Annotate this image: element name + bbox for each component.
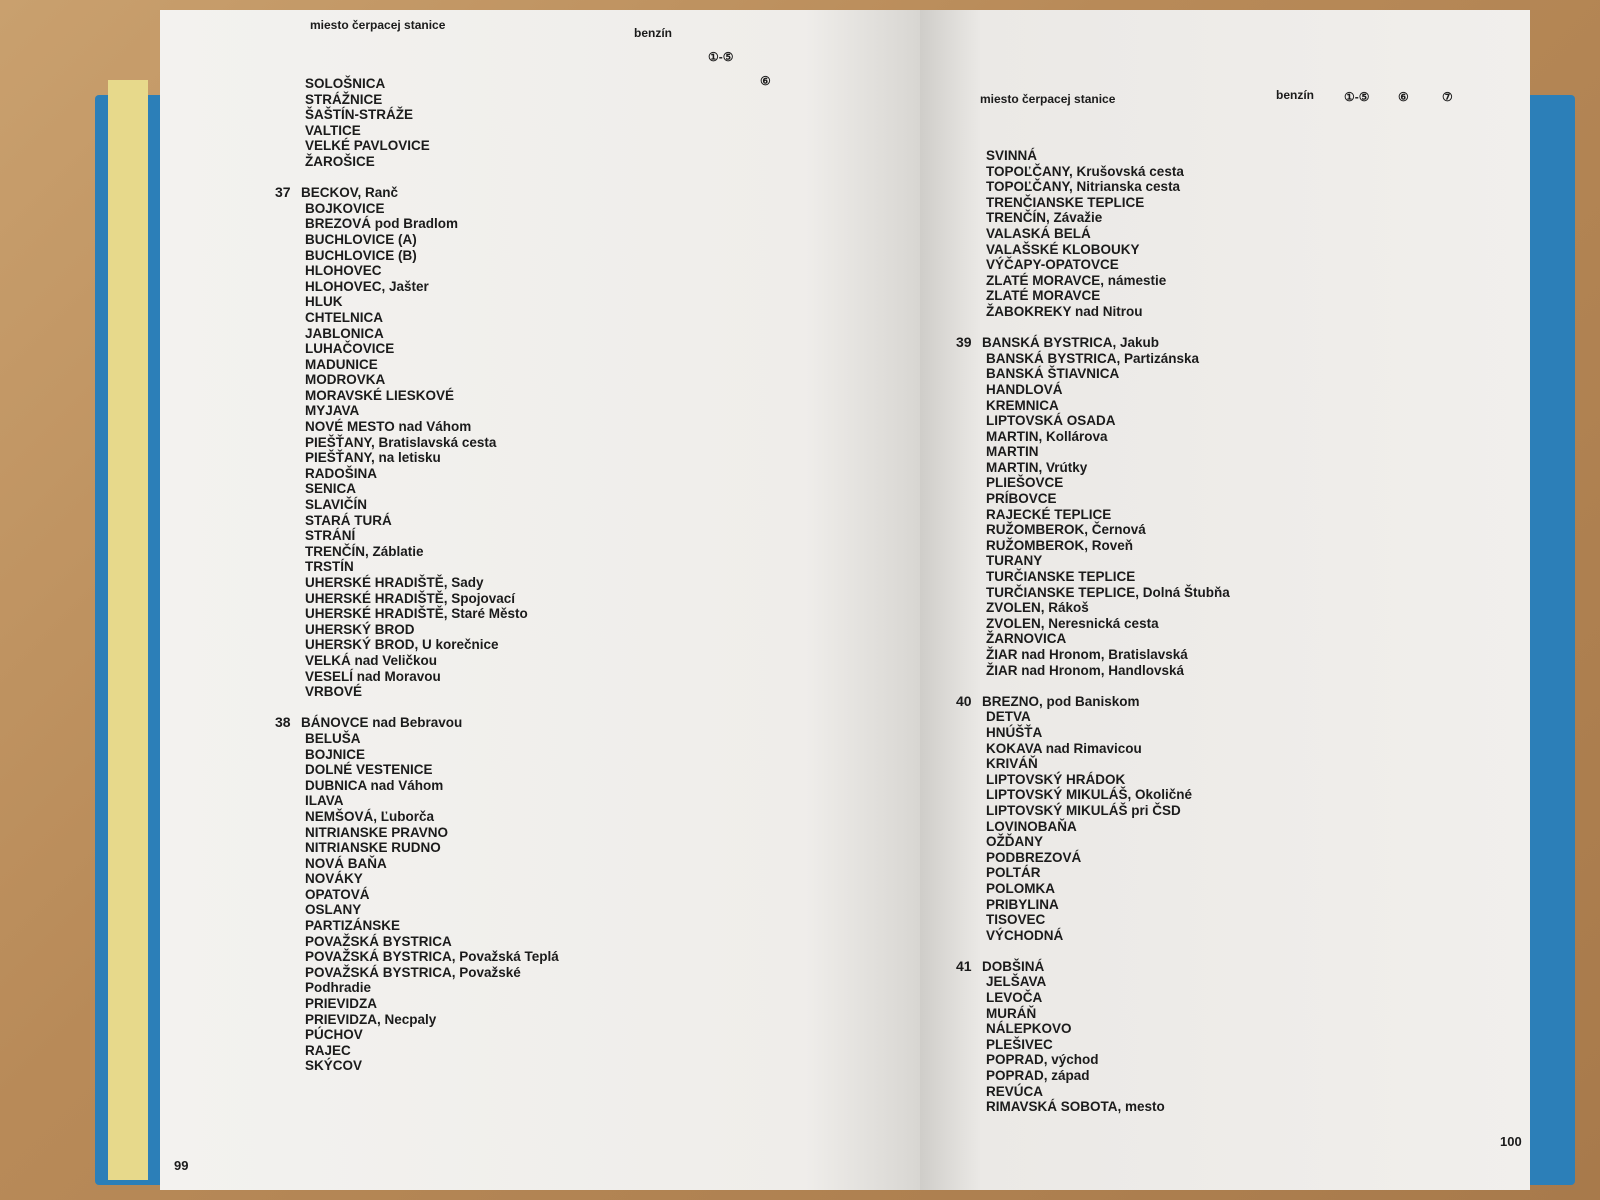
station-row xyxy=(986,1068,1230,1084)
station-name: BECKOV, Ranč xyxy=(301,185,399,201)
station-name: POLOMKA xyxy=(986,880,1055,896)
station-name: RADOŠINA xyxy=(305,465,378,481)
station-row xyxy=(305,949,559,965)
station-name: DOBŠINÁ xyxy=(982,958,1045,974)
station-row xyxy=(305,263,559,279)
station-name: UHERSKÝ BROD xyxy=(305,621,415,637)
station-name: DETVA xyxy=(986,709,1031,725)
station-row xyxy=(986,226,1230,242)
station-row xyxy=(986,429,1230,445)
station-row xyxy=(986,257,1230,273)
station-name: SVINNÁ xyxy=(986,148,1038,163)
station-row xyxy=(956,957,1230,975)
station-row xyxy=(986,1099,1230,1115)
station-name: RUŽOMBEROK, Roveň xyxy=(986,537,1134,553)
station-row xyxy=(986,725,1230,741)
station-row xyxy=(275,184,559,201)
station-name: VALAŠSKÉ KLOBOUKY xyxy=(986,241,1140,257)
section-number: 39 xyxy=(956,334,972,351)
station-name: OSLANY xyxy=(305,902,362,918)
station-row xyxy=(305,684,559,700)
station-row xyxy=(305,154,559,170)
station-row xyxy=(986,787,1230,803)
station-row xyxy=(986,413,1230,429)
station-name: LIPTOVSKÝ MIKULÁŠ, Okoličné xyxy=(986,787,1193,803)
station-name: TRENČIANSKE TEPLICE xyxy=(986,194,1145,210)
station-name: PRIEVIDZA, Necpaly xyxy=(305,1011,437,1027)
station-row xyxy=(305,310,559,326)
left-page-number: 99 xyxy=(174,1158,189,1173)
station-row xyxy=(986,195,1230,211)
station-row xyxy=(305,825,559,841)
station-name: HLUK xyxy=(305,294,343,310)
station-name: VELKÁ nad Veličkou xyxy=(305,652,438,668)
station-name: HLOHOVEC xyxy=(305,263,382,279)
station-name: KOKAVA nad Rimavicou xyxy=(986,740,1142,756)
station-name: HANDLOVÁ xyxy=(986,381,1063,397)
station-name: TRSTÍN xyxy=(305,559,354,575)
station-row xyxy=(986,460,1230,476)
station-row xyxy=(986,631,1230,647)
station-row xyxy=(305,388,559,404)
station-name: ZLATÉ MORAVCE, námestie xyxy=(986,272,1167,288)
station-row xyxy=(305,856,559,872)
station-row xyxy=(275,714,559,731)
station-name: TOPOĽČANY, Nitrianska cesta xyxy=(986,179,1181,195)
station-row xyxy=(986,928,1230,944)
station-row xyxy=(305,435,559,451)
station-name: TURANY xyxy=(986,553,1043,569)
station-row xyxy=(305,762,559,778)
station-row xyxy=(305,1058,559,1074)
station-name: MARTIN, Vrútky xyxy=(986,459,1088,475)
station-name: SLAVIČÍN xyxy=(305,497,368,513)
section-number: 38 xyxy=(275,714,291,731)
station-name: TRENČÍN, Závažie xyxy=(986,210,1103,226)
station-name: VALTICE xyxy=(305,122,361,138)
station-name: BUCHLOVICE (B) xyxy=(305,247,417,263)
station-row xyxy=(305,591,559,607)
station-row xyxy=(305,637,559,653)
station-name: POPRAD, západ xyxy=(986,1068,1090,1084)
group-spacer xyxy=(986,943,1230,959)
station-name: RUŽOMBEROK, Černová xyxy=(986,522,1146,538)
left-header-col1: ①-⑤ xyxy=(708,50,734,64)
station-row xyxy=(986,741,1230,757)
station-row xyxy=(986,990,1230,1006)
station-row xyxy=(305,809,559,825)
station-name: NÁLEPKOVO xyxy=(986,1021,1072,1037)
station-name: LEVOČA xyxy=(986,990,1043,1006)
station-name: ZVOLEN, Rákoš xyxy=(986,600,1089,616)
station-row xyxy=(305,372,559,388)
station-name: HNÚŠŤA xyxy=(986,724,1043,740)
station-name: BELUŠA xyxy=(305,730,361,746)
station-name: ŽABOKREKY nad Nitrou xyxy=(986,303,1143,319)
right-header-col3: ⑦ xyxy=(1442,90,1453,104)
station-name: MADUNICE xyxy=(305,356,378,372)
right-station-list xyxy=(956,148,1230,1115)
station-row xyxy=(305,107,559,123)
station-name: VALASKÁ BELÁ xyxy=(986,225,1091,241)
station-name: LUHAČOVICE xyxy=(305,341,395,357)
station-row xyxy=(986,1037,1230,1053)
station-name: POVAŽSKÁ BYSTRICA xyxy=(305,933,452,949)
station-name: NOVÁKY xyxy=(305,871,363,887)
station-name: REVÚCA xyxy=(986,1083,1044,1099)
station-row xyxy=(986,585,1230,601)
station-row xyxy=(986,1052,1230,1068)
station-name: SOLOŠNICA xyxy=(305,76,386,91)
left-station-list xyxy=(275,76,559,1074)
station-name: MODROVKA xyxy=(305,372,386,388)
station-row xyxy=(305,138,559,154)
station-row xyxy=(986,803,1230,819)
station-name: HLOHOVEC, Jašter xyxy=(305,278,429,294)
station-row xyxy=(305,1012,559,1028)
station-row xyxy=(986,444,1230,460)
station-name: KREMNICA xyxy=(986,397,1059,413)
station-row xyxy=(986,772,1230,788)
station-row xyxy=(305,419,559,435)
station-name: RAJEC xyxy=(305,1042,351,1058)
station-name: MARTIN xyxy=(986,444,1039,460)
station-name: JABLONICA xyxy=(305,325,384,341)
station-name: STRÁNÍ xyxy=(305,528,356,544)
station-row xyxy=(986,819,1230,835)
station-row xyxy=(986,912,1230,928)
station-name: BREZOVÁ pod Bradlom xyxy=(305,216,459,232)
station-name: LIPTOVSKÝ HRÁDOK xyxy=(986,771,1126,787)
station-name: OPATOVÁ xyxy=(305,886,370,902)
station-name: TOPOĽČANY, Krušovská cesta xyxy=(986,163,1184,179)
station-row xyxy=(986,709,1230,725)
station-name: MYJAVA xyxy=(305,403,360,419)
station-row xyxy=(305,481,559,497)
station-row xyxy=(305,403,559,419)
station-name: ŽAROŠICE xyxy=(305,153,375,169)
station-name: LIPTOVSKÁ OSADA xyxy=(986,413,1116,429)
station-name: NITRIANSKE PRAVNO xyxy=(305,824,449,840)
station-row xyxy=(305,232,559,248)
station-row xyxy=(986,366,1230,382)
station-name: STARÁ TURÁ xyxy=(305,512,392,528)
station-row xyxy=(305,778,559,794)
station-row xyxy=(305,606,559,622)
station-row xyxy=(305,466,559,482)
station-row xyxy=(305,513,559,529)
station-row xyxy=(986,273,1230,289)
station-row xyxy=(986,491,1230,507)
station-name: ZVOLEN, Neresnická cesta xyxy=(986,615,1159,631)
station-name: RIMAVSKÁ SOBOTA, mesto xyxy=(986,1099,1165,1115)
station-row xyxy=(986,475,1230,491)
station-name: BUCHLOVICE (A) xyxy=(305,231,417,247)
station-name: PRIEVIDZA xyxy=(305,996,378,1012)
station-row xyxy=(305,279,559,295)
station-row xyxy=(986,569,1230,585)
station-name: KRIVÁŇ xyxy=(986,756,1038,772)
station-row xyxy=(986,865,1230,881)
station-name: ILAVA xyxy=(305,793,344,809)
station-name: POPRAD, východ xyxy=(986,1052,1099,1068)
station-name: DUBNICA nad Váhom xyxy=(305,777,444,793)
station-row xyxy=(986,1084,1230,1100)
station-row xyxy=(305,201,559,217)
station-name: TURČIANSKE TEPLICE xyxy=(986,569,1136,585)
station-row xyxy=(305,497,559,513)
station-row xyxy=(986,148,1230,164)
station-name: ŠAŠTÍN-STRÁŽE xyxy=(305,107,413,123)
station-row xyxy=(986,616,1230,632)
station-row xyxy=(305,248,559,264)
station-row xyxy=(305,326,559,342)
left-page xyxy=(160,10,920,1190)
station-name: MARTIN, Kollárova xyxy=(986,428,1108,444)
station-name: NOVÉ MESTO nad Váhom xyxy=(305,419,472,435)
station-row xyxy=(305,1027,559,1043)
station-name: PRIBYLINA xyxy=(986,896,1059,912)
station-name: BANSKÁ BYSTRICA, Jakub xyxy=(982,335,1160,351)
station-name: UHERSKÉ HRADIŠTĚ, Spojovací xyxy=(305,590,516,606)
left-header-col2: ⑥ xyxy=(760,74,771,88)
station-name: NITRIANSKE RUDNO xyxy=(305,840,441,856)
station-name: Podhradie xyxy=(305,980,372,996)
station-row xyxy=(305,559,559,575)
station-name: NEMŠOVÁ, Ľuborča xyxy=(305,808,435,824)
station-row xyxy=(305,840,559,856)
station-row xyxy=(986,663,1230,679)
station-row xyxy=(986,288,1230,304)
station-row xyxy=(305,341,559,357)
station-name: CHTELNICA xyxy=(305,309,383,325)
station-name: PIEŠŤANY, na letisku xyxy=(305,450,441,466)
station-name: POLTÁR xyxy=(986,865,1041,881)
station-name: VELKÉ PAVLOVICE xyxy=(305,138,430,154)
station-name: BOJNICE xyxy=(305,746,366,762)
station-name: DOLNÉ VESTENICE xyxy=(305,762,433,778)
station-name: STRÁŽNICE xyxy=(305,91,383,107)
station-row xyxy=(305,996,559,1012)
station-row xyxy=(986,834,1230,850)
station-name: PIEŠŤANY, Bratislavská cesta xyxy=(305,434,497,450)
station-row xyxy=(986,382,1230,398)
station-row xyxy=(305,92,559,108)
station-row xyxy=(986,522,1230,538)
station-name: JELŠAVA xyxy=(986,974,1047,990)
station-row xyxy=(305,528,559,544)
station-name: MORAVSKÉ LIESKOVÉ xyxy=(305,387,455,403)
station-name: ZLATÉ MORAVCE xyxy=(986,288,1101,304)
station-row xyxy=(305,793,559,809)
station-row xyxy=(305,357,559,373)
station-row xyxy=(305,731,559,747)
station-row xyxy=(305,1043,559,1059)
station-name: ŽARNOVICA xyxy=(986,631,1067,647)
station-name: UHERSKÝ BROD, U korečnice xyxy=(305,637,499,653)
station-row xyxy=(305,76,559,92)
station-row xyxy=(986,974,1230,990)
station-name: BOJKOVICE xyxy=(305,200,385,216)
station-name: PRÍBOVCE xyxy=(986,491,1057,507)
station-row xyxy=(305,622,559,638)
station-name: VÝCHODNÁ xyxy=(986,927,1064,943)
station-row xyxy=(305,216,559,232)
station-row xyxy=(986,507,1230,523)
station-row xyxy=(986,850,1230,866)
section-number: 37 xyxy=(275,184,291,201)
station-name: NOVÁ BAŇA xyxy=(305,855,387,871)
station-row xyxy=(305,887,559,903)
station-row xyxy=(956,692,1230,710)
station-row xyxy=(305,747,559,763)
station-name: UHERSKÉ HRADIŠTĚ, Sady xyxy=(305,575,484,590)
station-row xyxy=(986,1021,1230,1037)
station-name: BANSKÁ BYSTRICA, Partizánska xyxy=(986,350,1200,366)
section-number: 40 xyxy=(956,692,972,709)
station-name: VESELÍ nad Moravou xyxy=(305,668,441,684)
group-spacer xyxy=(986,320,1230,336)
group-spacer xyxy=(986,678,1230,694)
station-row xyxy=(305,653,559,669)
station-row xyxy=(305,450,559,466)
station-name: RAJECKÉ TEPLICE xyxy=(986,506,1112,522)
station-name: POVAŽSKÁ BYSTRICA, Považská Teplá xyxy=(305,949,559,965)
station-name: PLIEŠOVCE xyxy=(986,475,1064,491)
station-name: BREZNO, pod Baniskom xyxy=(982,693,1140,709)
group-spacer xyxy=(305,700,559,716)
station-name: BÁNOVCE nad Bebravou xyxy=(301,715,463,731)
station-row xyxy=(956,334,1230,351)
station-row xyxy=(986,1006,1230,1022)
station-name: ŽIAR nad Hronom, Handlovská xyxy=(986,662,1185,678)
station-row xyxy=(986,164,1230,180)
station-row xyxy=(305,575,559,591)
station-row xyxy=(305,965,559,981)
station-row xyxy=(986,756,1230,772)
station-row xyxy=(986,538,1230,554)
station-name: LIPTOVSKÝ MIKULÁŠ pri ČSD xyxy=(986,802,1181,818)
station-row xyxy=(305,902,559,918)
station-name: SENICA xyxy=(305,481,357,497)
right-header-place: miesto čerpacej stanice xyxy=(980,92,1116,106)
station-name: TISOVEC xyxy=(986,912,1046,928)
right-header-fuel: benzín xyxy=(1276,88,1314,102)
station-row xyxy=(986,600,1230,616)
station-row xyxy=(305,544,559,560)
book-spread xyxy=(120,10,1570,1190)
station-name: POVAŽSKÁ BYSTRICA, Považské xyxy=(305,964,521,980)
station-row xyxy=(986,242,1230,258)
station-name: PÚCHOV xyxy=(305,1027,363,1043)
station-row xyxy=(986,398,1230,414)
station-name: TRENČÍN, Záblatie xyxy=(305,543,424,559)
station-row xyxy=(986,304,1230,320)
station-row xyxy=(986,351,1230,367)
station-row xyxy=(305,123,559,139)
left-header-place: miesto čerpacej stanice xyxy=(310,18,446,32)
station-name: OŽĎANY xyxy=(986,834,1043,850)
station-name: PARTIZÁNSKE xyxy=(305,918,401,934)
station-row xyxy=(986,179,1230,195)
right-header-col1: ①-⑤ xyxy=(1344,90,1370,104)
right-header-col2: ⑥ xyxy=(1398,90,1409,104)
station-row xyxy=(305,669,559,685)
section-number: 41 xyxy=(956,957,972,974)
group-spacer xyxy=(305,170,559,186)
station-name: TURČIANSKE TEPLICE, Dolná Štubňa xyxy=(986,584,1230,600)
station-row xyxy=(986,553,1230,569)
station-row xyxy=(305,294,559,310)
station-name: VRBOVÉ xyxy=(305,684,363,700)
station-row xyxy=(305,871,559,887)
station-name: UHERSKÉ HRADIŠTĚ, Staré Město xyxy=(305,606,528,622)
station-name: PLEŠIVEC xyxy=(986,1036,1053,1052)
right-page xyxy=(920,10,1530,1190)
station-row xyxy=(986,881,1230,897)
station-row xyxy=(305,980,559,996)
station-row xyxy=(986,647,1230,663)
station-name: MURÁŇ xyxy=(986,1005,1037,1021)
station-name: SKÝCOV xyxy=(305,1058,363,1074)
station-name: BANSKÁ ŠTIAVNICA xyxy=(986,366,1120,382)
station-name: PODBREZOVÁ xyxy=(986,849,1082,865)
station-row xyxy=(305,918,559,934)
station-row xyxy=(986,210,1230,226)
station-row xyxy=(986,897,1230,913)
station-name: ŽIAR nad Hronom, Bratislavská xyxy=(986,647,1188,662)
station-row xyxy=(305,934,559,950)
station-name: LOVINOBAŇA xyxy=(986,818,1077,834)
right-page-number: 100 xyxy=(1500,1134,1522,1149)
station-name: VÝČAPY-OPATOVCE xyxy=(986,257,1119,273)
left-header-fuel: benzín xyxy=(634,26,672,40)
